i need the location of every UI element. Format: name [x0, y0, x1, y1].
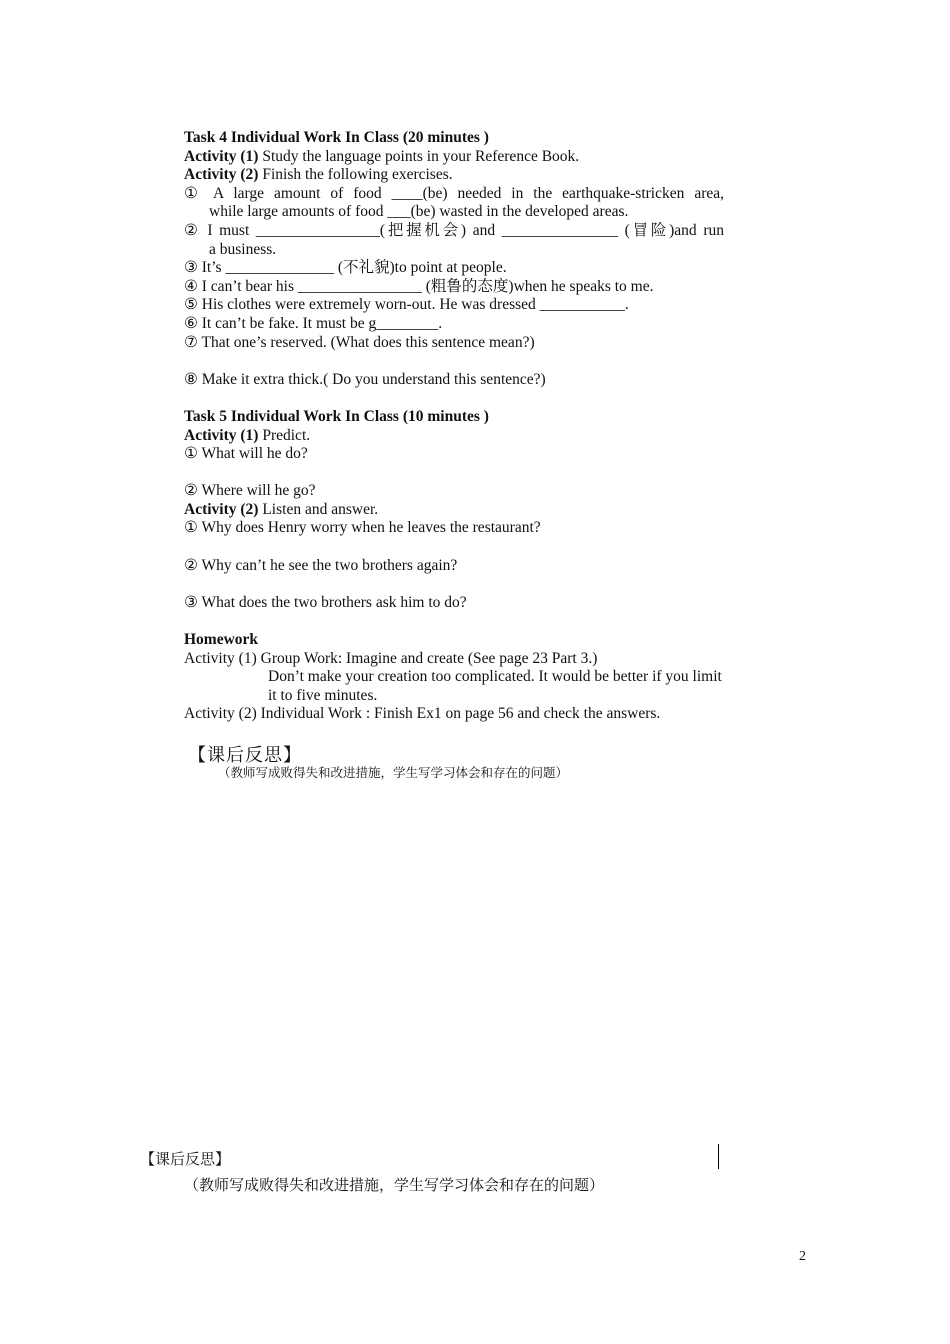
spacer — [184, 575, 724, 594]
reflection-note-repeat: （教师写成败得失和改进措施，学生写学习体会和存在的问题） — [184, 1176, 605, 1194]
exercise-item-continued: while large amounts of food ___(be) wasted in the developed areas. — [209, 203, 629, 221]
homework-activity1: Activity (1) Group Work: Imagine and create (See page 23 Part 3.) — [184, 649, 598, 667]
document-body — [184, 129, 724, 724]
spacer — [184, 389, 724, 408]
exercise-item: ⑧ Make it extra thick.( Do you understand this sentence?) — [184, 370, 546, 388]
exercise-item: ⑥ It can’t be fake. It must be g________. — [184, 314, 443, 332]
page-number: 2 — [799, 1249, 806, 1264]
question-item: ② Where will he go? — [184, 482, 316, 500]
activity-label: Activity (2) — [184, 500, 259, 518]
activity-label: Activity (1) — [184, 147, 259, 165]
homework-activity2: Activity (2) Individual Work : Finish Ex1 on page 56 and check the answers. — [184, 705, 661, 723]
spacer — [184, 352, 724, 371]
activity-text: Predict. — [258, 426, 311, 444]
question-item: ② Why can’t he see the two brothers again? — [184, 556, 458, 574]
text-cursor-bar — [718, 1144, 719, 1169]
activity-text: Study the language points in your Reference Book. — [258, 147, 580, 165]
exercise-item: ① A large amount of food ____(be) needed in the earthquake-stricken area, — [184, 184, 724, 202]
exercise-item: ② I must ________________(把握机会) and _______________ (冒险)and run — [184, 221, 724, 239]
task5-title: Task 5 Individual Work In Class (10 minutes ) — [184, 407, 489, 425]
task5-activity1 — [184, 427, 724, 446]
exercise-item-continued: a business. — [209, 240, 277, 258]
task4-activity2 — [184, 166, 724, 185]
question-item: ③ What does the two brothers ask him to do? — [184, 593, 467, 611]
homework-title: Homework — [184, 631, 259, 649]
exercise-item: ⑤ His clothes were extremely worn-out. He was dressed ___________. — [184, 296, 629, 314]
task4-title: Task 4 Individual Work In Class (20 minutes ) — [184, 129, 489, 146]
reflection-heading: 【课后反思】 — [188, 745, 302, 766]
activity-text: Finish the following exercises. — [258, 166, 453, 184]
task5-activity2 — [184, 501, 724, 520]
question-item: ① Why does Henry worry when he leaves the restaurant? — [184, 519, 541, 537]
exercise-item: ③ It’s ______________ (不礼貌)to point at people. — [184, 259, 507, 277]
spacer — [184, 612, 724, 631]
activity-text: Listen and answer. — [258, 500, 379, 518]
reflection-heading-repeat: 【课后反思】 — [140, 1150, 231, 1168]
activity-label: Activity (1) — [184, 426, 259, 444]
homework-activity1-note: Don’t make your creation too complicated. It would be better if you limit it to five minutes. — [268, 668, 722, 704]
spacer — [184, 464, 724, 483]
activity-label: Activity (2) — [184, 166, 259, 184]
spacer — [184, 538, 724, 557]
reflection-note: （教师写成败得失和改进措施，学生写学习体会和存在的问题） — [218, 765, 569, 780]
task4-activity1 — [184, 148, 724, 167]
question-item: ① What will he do? — [184, 445, 308, 463]
exercise-item: ⑦ That one’s reserved. (What does this sentence mean?) — [184, 333, 535, 351]
exercise-item: ④ I can’t bear his ________________ (粗鲁的态度)when he speaks to me. — [184, 277, 654, 295]
